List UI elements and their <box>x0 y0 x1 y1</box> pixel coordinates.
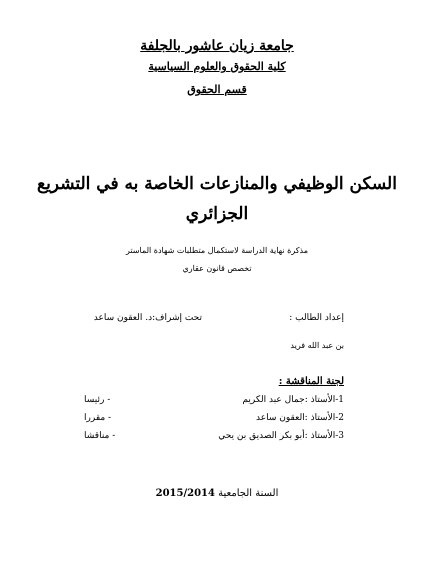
prepared-by-label: إعداد الطالب : <box>289 313 344 323</box>
committee-member-name: 1-الأستاذ :جمال عبد الكريم <box>242 395 344 405</box>
academic-year-value: 2015/2014 <box>155 488 215 499</box>
committee-member-name: 3-الأستاذ :أبو بكر الصديق بن يحي <box>218 431 344 441</box>
committee-member-role: - مقررا <box>84 413 112 423</box>
committee-member-role: - رئيسا <box>84 395 111 405</box>
thesis-title-line-1: السكن الوظيفي والمنازعات الخاصة به في التشريع <box>37 174 397 194</box>
committee-member-row <box>84 431 344 449</box>
thesis-note: مذكرة نهاية الدراسة لاستكمال متطلبات شهادة الماستر <box>125 246 309 255</box>
academic-year-label: السنة الجامعية <box>218 488 279 499</box>
committee-member-row <box>84 395 344 413</box>
committee-heading: لجنة المناقشة : <box>278 376 344 387</box>
committee-member-name: 2-الأستاذ :العقون ساعد <box>256 413 344 423</box>
committee-member-role: - مناقشا <box>84 431 116 441</box>
faculty-name: كلية الحقوق والعلوم السياسية <box>148 60 286 73</box>
thesis-title-line-2: الجزائري <box>185 204 249 224</box>
student-name: بن عبد الله فريد <box>290 341 344 350</box>
university-name: جامعة زيان عاشور بالجلفة <box>140 38 294 54</box>
committee-member-row <box>84 413 344 431</box>
specialty: تخصص قانون عقاري <box>182 264 252 273</box>
department-name: قسم الحقوق <box>187 83 247 96</box>
supervisor: تحت إشراف:د. العقون ساعد <box>93 313 202 323</box>
academic-year <box>0 488 434 499</box>
